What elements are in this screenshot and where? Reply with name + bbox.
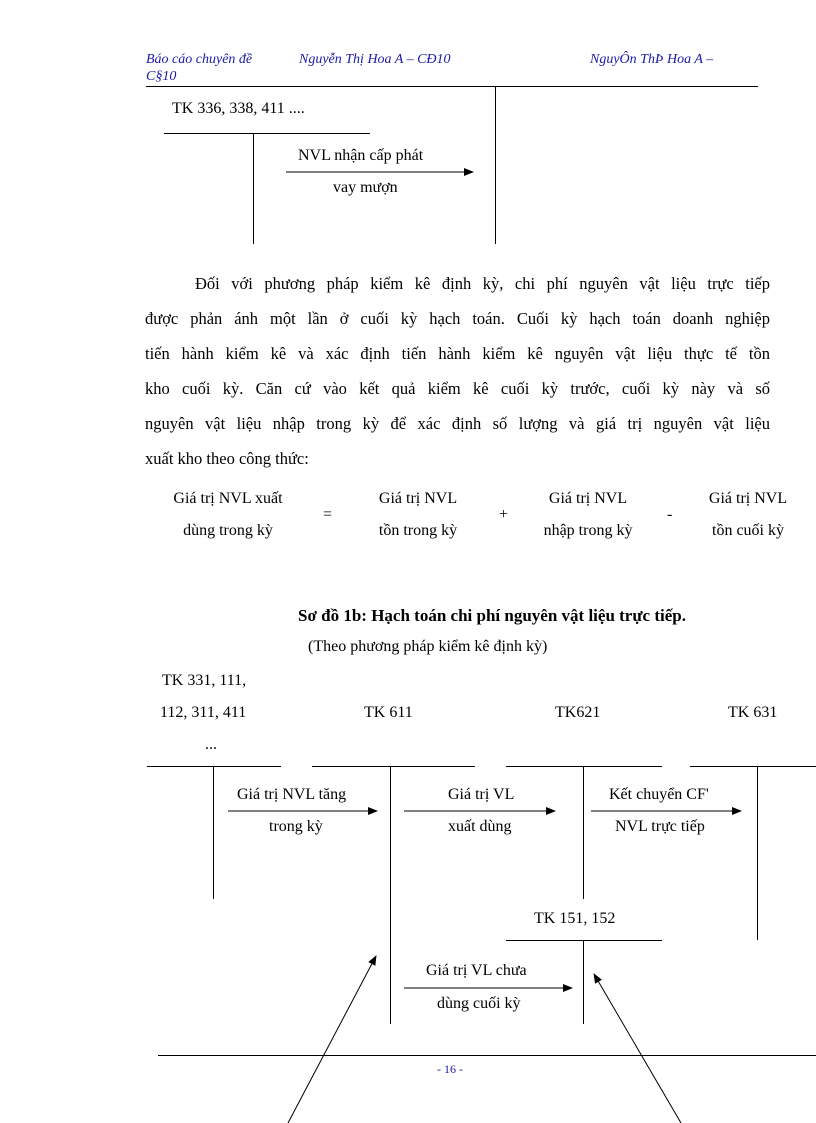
tk331-label-line3: ... xyxy=(205,736,217,753)
formula-minus: - xyxy=(667,506,673,523)
tk336-label: TK 336, 338, 411 .... xyxy=(172,100,305,117)
formula-plus: + xyxy=(499,506,509,523)
tk151-label: TK 151, 152 xyxy=(534,910,616,927)
tk331-label-line1: TK 331, 111, xyxy=(162,672,247,689)
formula-equals: = xyxy=(323,506,333,523)
paragraph-line: được phản ánh một lần ở cuối kỳ hạch toán. Cuối kỳ hạch toán doanh nghiệp xyxy=(145,309,770,328)
arrow2-label-2: xuất dùng xyxy=(448,818,512,835)
header-center: Nguyễn Thị Hoa A – CĐ10 xyxy=(299,52,451,67)
formula-term2-line1: Giá trị NVL xyxy=(378,490,458,507)
arrow3-label-2: NVL trực tiếp xyxy=(615,818,705,835)
formula-term2-line2: tồn trong kỳ xyxy=(378,522,458,539)
tk331-label-line2: 112, 311, 411 xyxy=(160,704,247,721)
paragraph-line: kho cuối kỳ. Căn cứ vào kết quả kiểm kê cuối kỳ trước, cuối kỳ này và số xyxy=(145,379,770,398)
paragraph-line: tiến hành kiểm kê và xác định tiến hành kiểm kê nguyên vật liệu thực tế tồn xyxy=(145,344,770,363)
tk631-label: TK 631 xyxy=(728,704,778,721)
arrow1-label-1: Giá trị NVL tăng xyxy=(237,786,347,803)
arrow1-label-2: trong kỳ xyxy=(269,818,323,835)
formula-term1-line1: Giá trị NVL xuất xyxy=(173,490,283,507)
header-left: Báo cáo chuyên đề xyxy=(146,52,253,67)
page-number: - 16 - xyxy=(437,1062,463,1076)
diagonal-arrow-right xyxy=(594,974,681,1123)
arrow4-label-1: Giá trị VL chưa xyxy=(426,962,527,979)
formula-term3-line2: nhập trong kỳ xyxy=(543,522,633,539)
tk611-label: TK 611 xyxy=(364,704,413,721)
paragraph-line: Đối với phương pháp kiểm kê định kỳ, chi phí nguyên vật liệu trực tiếp xyxy=(195,274,770,293)
top-arrow-label-1: NVL nhận cấp phát xyxy=(298,147,424,164)
header-right: NguyÔn ThÞ Hoa A – xyxy=(590,52,714,67)
tk621-label: TK621 xyxy=(555,704,601,721)
arrow2-label-1: Giá trị VL xyxy=(448,786,515,803)
formula-term3-line1: Giá trị NVL xyxy=(548,490,628,507)
diagonal-arrow-left xyxy=(288,956,376,1123)
paragraph-line: nguyên vật liệu nhập trong kỳ để xác định số lượng và giá trị nguyên vật liệu xyxy=(145,414,770,433)
formula-term4-line2: tồn cuối kỳ xyxy=(712,522,784,539)
top-arrow-label-2: vay mượn xyxy=(333,179,398,196)
header-wrap: C§10 xyxy=(146,69,177,84)
formula-term1-line2: dùng trong kỳ xyxy=(183,522,273,539)
diagram-title: Sơ đồ 1b: Hạch toán chi phí nguyên vật liệu trực tiếp. xyxy=(298,606,686,625)
diagram-subtitle: (Theo phương pháp kiểm kê định kỳ) xyxy=(308,638,548,655)
arrow4-label-2: dùng cuối kỳ xyxy=(437,995,521,1012)
arrow3-label-1: Kết chuyển CF' xyxy=(609,786,709,803)
paragraph-line: xuất kho theo công thức: xyxy=(145,449,309,468)
formula-term4-line1: Giá trị NVL xyxy=(708,490,788,507)
